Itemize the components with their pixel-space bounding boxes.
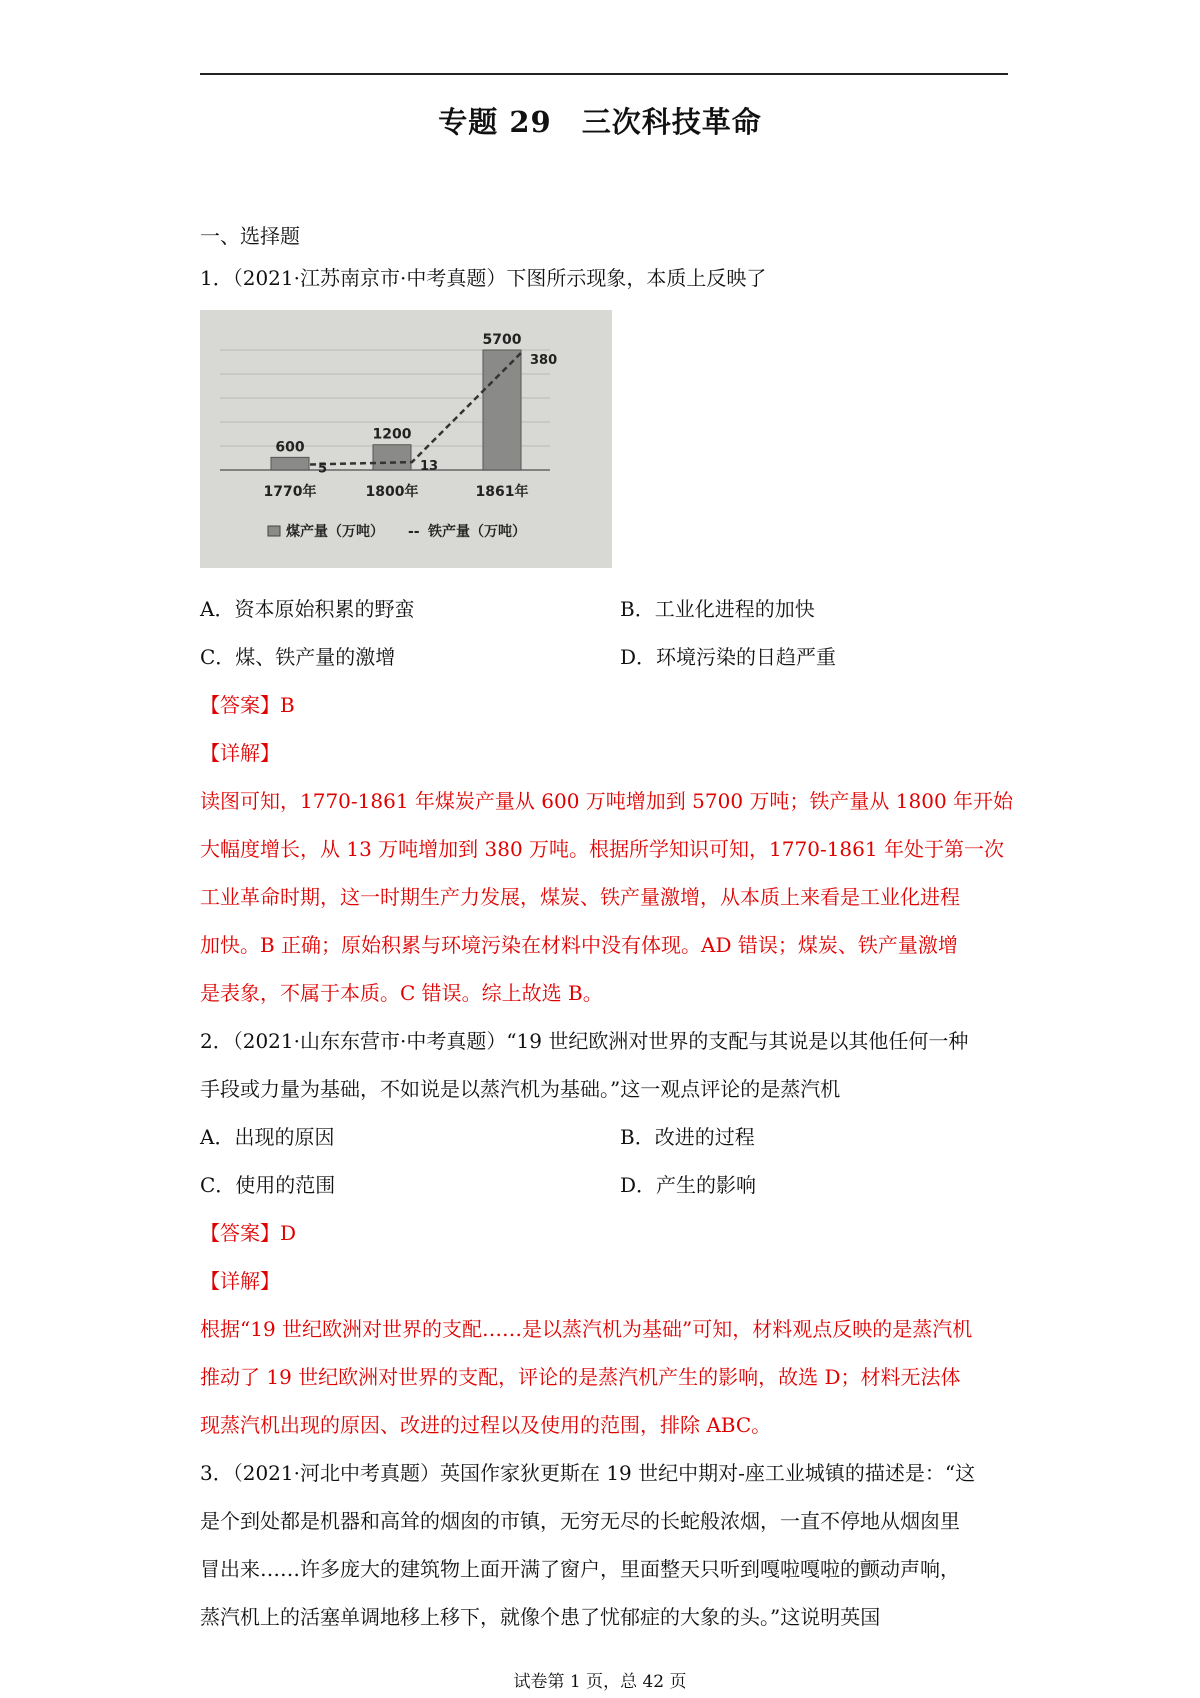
question-1-stem: 1．（2021·江苏南京市·中考真题）下图所示现象，本质上反映了 [200,266,767,290]
q2-detail-line: 现蒸汽机出现的原因、改进的过程以及使用的范围，排除 ABC。 [200,1413,772,1437]
q1-answer: 【答案】B [200,693,295,717]
q1-option-c[interactable]: C．煤、铁产量的激增 [200,645,396,669]
q1-detail-heading: 【详解】 [200,741,280,765]
q1-option-a[interactable]: A．资本原始积累的野蛮 [200,597,415,621]
legend-coal-swatch [268,526,280,536]
q1-detail-line: 是表象，不属于本质。C 错误。综上故选 B。 [200,981,603,1005]
q1-detail-line: 读图可知，1770-1861 年煤炭产量从 600 万吨增加到 5700 万吨；铁产量从 1800 年开始 [200,789,1014,813]
q2-detail-line: 根据“19 世纪欧洲对世界的支配……是以蒸汽机为基础”可知，材料观点反映的是蒸汽机 [200,1317,973,1341]
page-title: 专题 29 三次科技革命 [438,105,762,139]
iron-data-label: 380 [530,353,558,368]
question-3-stem-line: 3．（2021·河北中考真题）英国作家狄更斯在 19 世纪中期对-座工业城镇的描述是：“这 [200,1461,976,1485]
q2-option-d[interactable]: D．产生的影响 [620,1173,757,1197]
coal-data-label: 600 [275,439,305,456]
q2-detail-line: 推动了 19 世纪欧洲对世界的支配，评论的是蒸汽机产生的影响，故选 D；材料无法体 [200,1365,961,1389]
coal-iron-chart [200,310,612,568]
question-2-stem-line: 2．（2021·山东东营市·中考真题）“19 世纪欧洲对世界的支配与其说是以其他任何一种 [200,1029,969,1053]
q2-option-b[interactable]: B．改进的过程 [620,1125,755,1149]
iron-data-label: 5 [318,461,328,477]
q2-option-a[interactable]: A．出现的原因 [200,1125,335,1149]
page-footer: 试卷第 1 页，总 42 页 [513,1672,687,1692]
x-tick-label: 1861年 [475,484,529,500]
coal-bar [373,445,411,470]
x-tick-label: 1770年 [263,484,317,500]
q1-detail-line: 工业革命时期，这一时期生产力发展，煤炭、铁产量激增，从本质上来看是工业化进程 [200,885,960,909]
question-2-stem-line: 手段或力量为基础，不如说是以蒸汽机为基础。”这一观点评论的是蒸汽机 [200,1077,841,1101]
question-3-stem-line: 蒸汽机上的活塞单调地移上移下，就像个患了忧郁症的大象的头。”这说明英国 [200,1605,881,1629]
coal-data-label: 5700 [482,332,522,348]
q1-detail-line: 大幅度增长，从 13 万吨增加到 380 万吨。根据所学知识可知，1770-1861 年处于第一次 [200,837,1004,861]
header-rule [200,73,1008,75]
q1-option-d[interactable]: D．环境污染的日趋严重 [620,645,837,669]
question-3-stem-line: 是个到处都是机器和高耸的烟囱的市镇，无穷无尽的长蛇般浓烟，一直不停地从烟囱里 [200,1509,960,1533]
x-tick-label: 1800年 [365,484,419,500]
question-3-stem-line: 冒出来……许多庞大的建筑物上面开满了窗户，里面整天只听到嘎啦嘎啦的颤动声响， [200,1557,960,1581]
coal-data-label: 1200 [372,426,412,443]
q1-option-b[interactable]: B．工业化进程的加快 [620,597,815,621]
coal-bar [271,457,309,470]
section-heading: 一、选择题 [200,224,300,248]
q1-detail-line: 加快。B 正确；原始积累与环境污染在材料中没有体现。AD 错误；煤炭、铁产量激增 [200,933,958,957]
chart-svg [200,310,612,568]
q2-answer: 【答案】D [200,1221,297,1245]
legend-coal-label: 煤产量（万吨） [286,524,384,540]
legend-separator: -- [408,524,420,540]
legend-iron-label: 铁产量（万吨） [428,524,526,540]
coal-bar [483,350,521,470]
q2-option-c[interactable]: C．使用的范围 [200,1173,336,1197]
iron-data-label: 13 [420,459,439,475]
q2-detail-heading: 【详解】 [200,1269,280,1293]
